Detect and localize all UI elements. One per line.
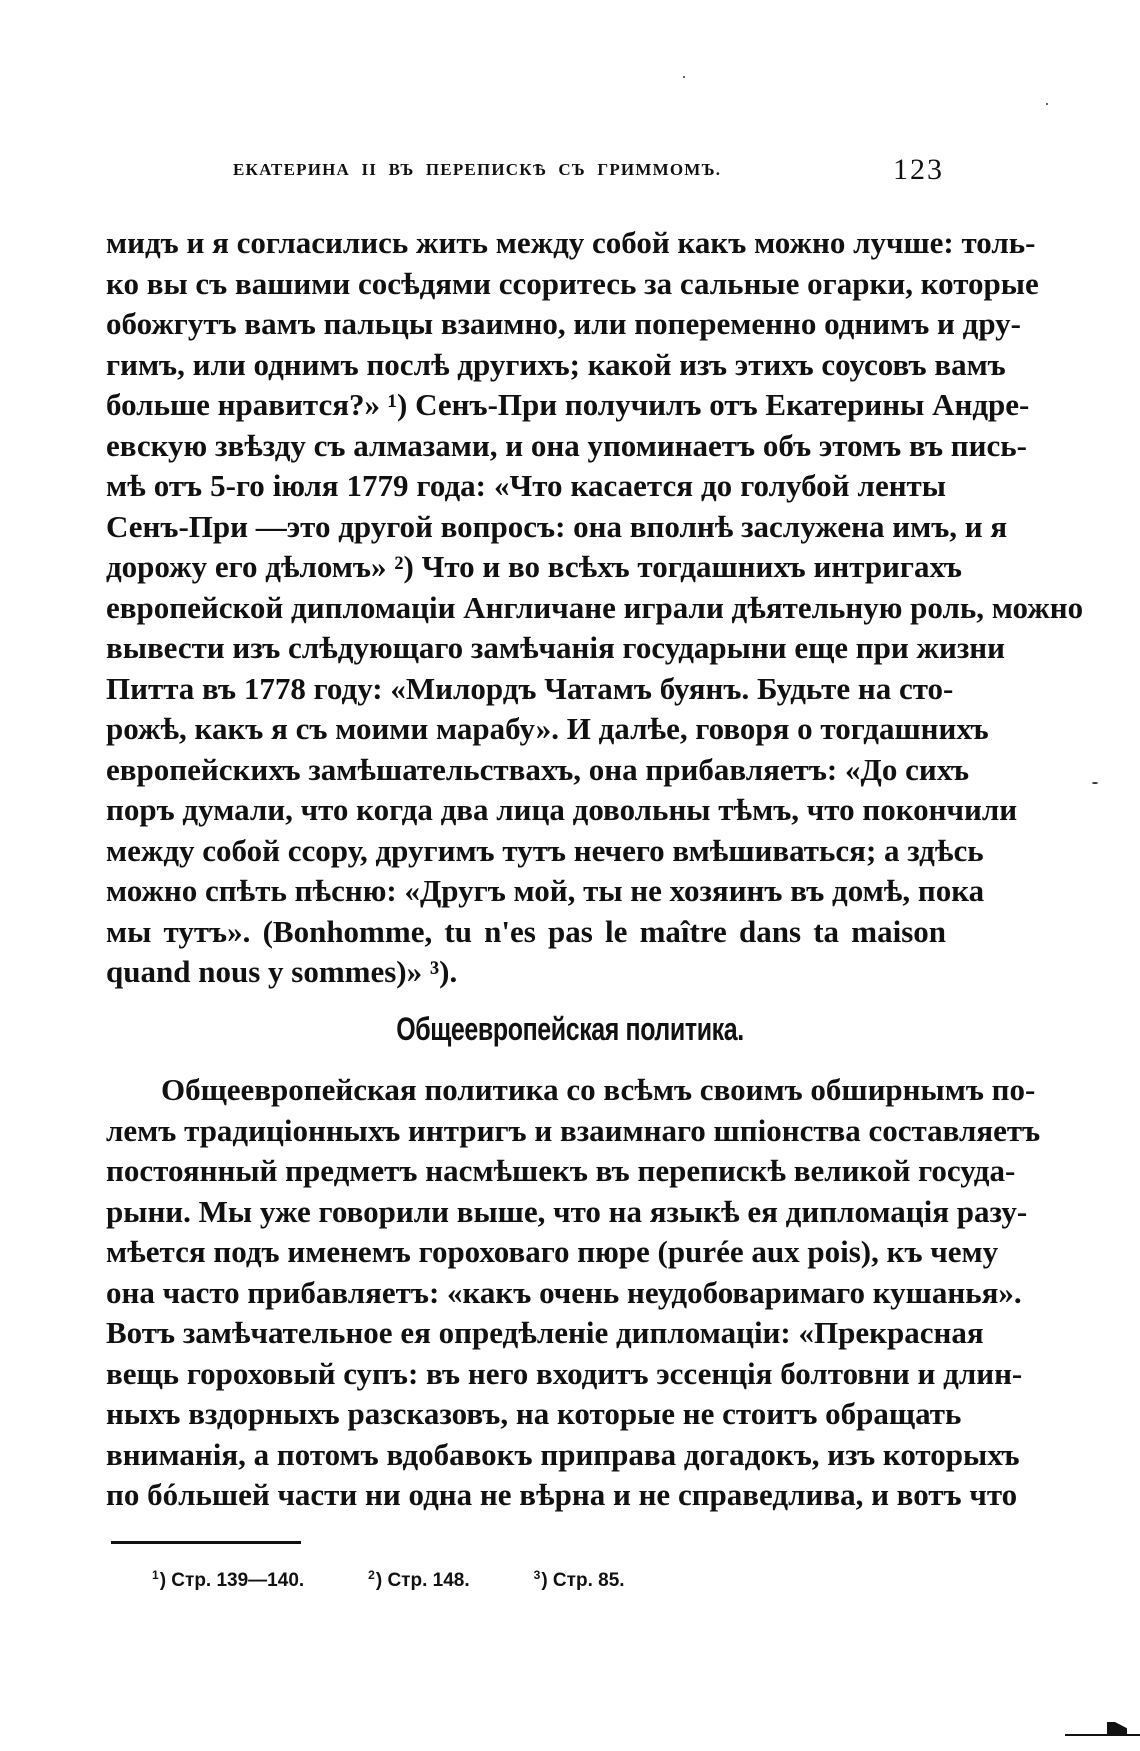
paragraph-1 [106, 223, 1084, 993]
running-title: ЕКАТЕРИНА II ВЪ ПЕРЕПИСКѢ СЪ ГРИММОМЪ. [233, 160, 722, 179]
footnotes [152, 1568, 625, 1592]
paragraph-2 [106, 1070, 1041, 1516]
text-line: больше нравится?» ¹) Сенъ-При получилъ отъ Екатерины Андре- [106, 387, 1030, 422]
page-number: 123 [893, 153, 944, 186]
section-heading: Общеевропейская политика. [396, 1011, 744, 1047]
footnote-marker: 1 [152, 1568, 159, 1582]
text-line: можно спѣть пѣсню: «Другъ мой, ты не хозяинъ въ домѣ, пока [106, 873, 985, 908]
text-line: Сенъ-При —это другой вопросъ: она вполнѣ заслужена имъ, и я [106, 508, 1008, 544]
scan-speck [1092, 782, 1098, 784]
text-line: мѣ отъ 5-го іюля 1779 года: «Что касается до голубой ленты [106, 468, 946, 503]
text-line: мы тутъ». (Bonhomme, tu n'es pas le maître dans ta maison [106, 913, 946, 949]
footnote-2 [368, 1568, 469, 1592]
footnote-marker: 2 [368, 1568, 375, 1582]
text-line: она часто прибавляетъ: «какъ очень неудобоваримаго кушанья». [106, 1274, 1022, 1310]
text-line: поръ думали, что когда два лица довольны тѣмъ, что покончили [106, 792, 1018, 827]
text-line: мѣется подъ именемъ гороховаго пюре (purée aux pois), къ чему [106, 1234, 999, 1269]
scan-artifact-line [1065, 1734, 1140, 1736]
footnote-divider [111, 1541, 301, 1544]
footnote-text: ) Стр. 148. [375, 1570, 470, 1591]
text-line: Вотъ замѣчательное ея опредѣленіе дипломаціи: «Прекрасная [106, 1315, 984, 1350]
text-line: гимъ, или однимъ послѣ другихъ; какой изъ этихъ соусовъ вамъ [106, 346, 1006, 382]
footnote-1 [152, 1568, 304, 1592]
text-line: по бóльшей части ни одна не вѣрна и не справедлива, и вотъ что [106, 1477, 1018, 1512]
scan-speck [1046, 103, 1048, 105]
text-line: вывести изъ слѣдующаго замѣчанія государыни еще при жизни [106, 630, 1006, 665]
footnote-marker: 3 [533, 1568, 541, 1582]
text-line: европейскихъ замѣшательствахъ, она прибавляетъ: «До сихъ [106, 751, 970, 787]
text-line: вниманія, а потомъ вдобавокъ приправа догадокъ, изъ которыхъ [106, 1436, 1020, 1472]
scan-speck [683, 76, 685, 78]
text-line: рыни. Мы уже говорили выше, что на языкѣ ея дипломація разу- [106, 1193, 1028, 1229]
scan-artifact-blot [1107, 1722, 1127, 1736]
text-line: quand nous y sommes)» ³). [106, 954, 458, 989]
scan-artifact-mark [1065, 1722, 1140, 1736]
footnote-text: ) Стр. 139—140. [159, 1570, 305, 1591]
text-line: евскую звѣзду съ алмазами, и она упоминаетъ объ этомъ въ пись- [106, 427, 1027, 463]
text-line: Общеевропейская политика со всѣмъ своимъ обширнымъ по- [161, 1072, 1036, 1107]
text-line: между собой ссору, другимъ тутъ нечего вмѣшиваться; а здѣсь [106, 832, 984, 868]
text-line: европейской дипломаціи Англичане играли дѣятельную роль, можно [106, 589, 1084, 625]
text-line: рожѣ, какъ я съ моими марабу». И далѣе, говоря о тогдашнихъ [106, 711, 989, 746]
text-line: ныхъ вздорныхъ разсказовъ, на которые не стоитъ обращать [106, 1396, 962, 1431]
footnote-3 [534, 1568, 625, 1592]
text-line: лемъ традиціонныхъ интригъ и взаимнаго шпіонства составляетъ [106, 1112, 1041, 1148]
text-line: мидъ и я согласились жить между собой какъ можно лучше: толь- [106, 225, 1036, 260]
text-line: обожгутъ вамъ пальцы взаимно, или попеременно однимъ и дру- [106, 306, 1021, 341]
text-line: Питта въ 1778 году: «Милордъ Чатамъ буянъ. Будьте на сто- [106, 670, 954, 706]
text-line: вещь гороховый супъ: въ него входитъ эссенція болтовни и длин- [106, 1355, 1023, 1391]
text-line: дорожу его дѣломъ» ²) Что и во всѣхъ тогдашнихъ интригахъ [106, 549, 962, 584]
text-line: ко вы съ вашими сосѣдями ссоритесь за сальные огарки, которые [106, 265, 1039, 301]
text-line: постоянный предметъ насмѣшекъ въ перепискѣ великой госуда- [106, 1153, 1016, 1188]
footnote-text: ) Стр. 85. [541, 1570, 625, 1591]
